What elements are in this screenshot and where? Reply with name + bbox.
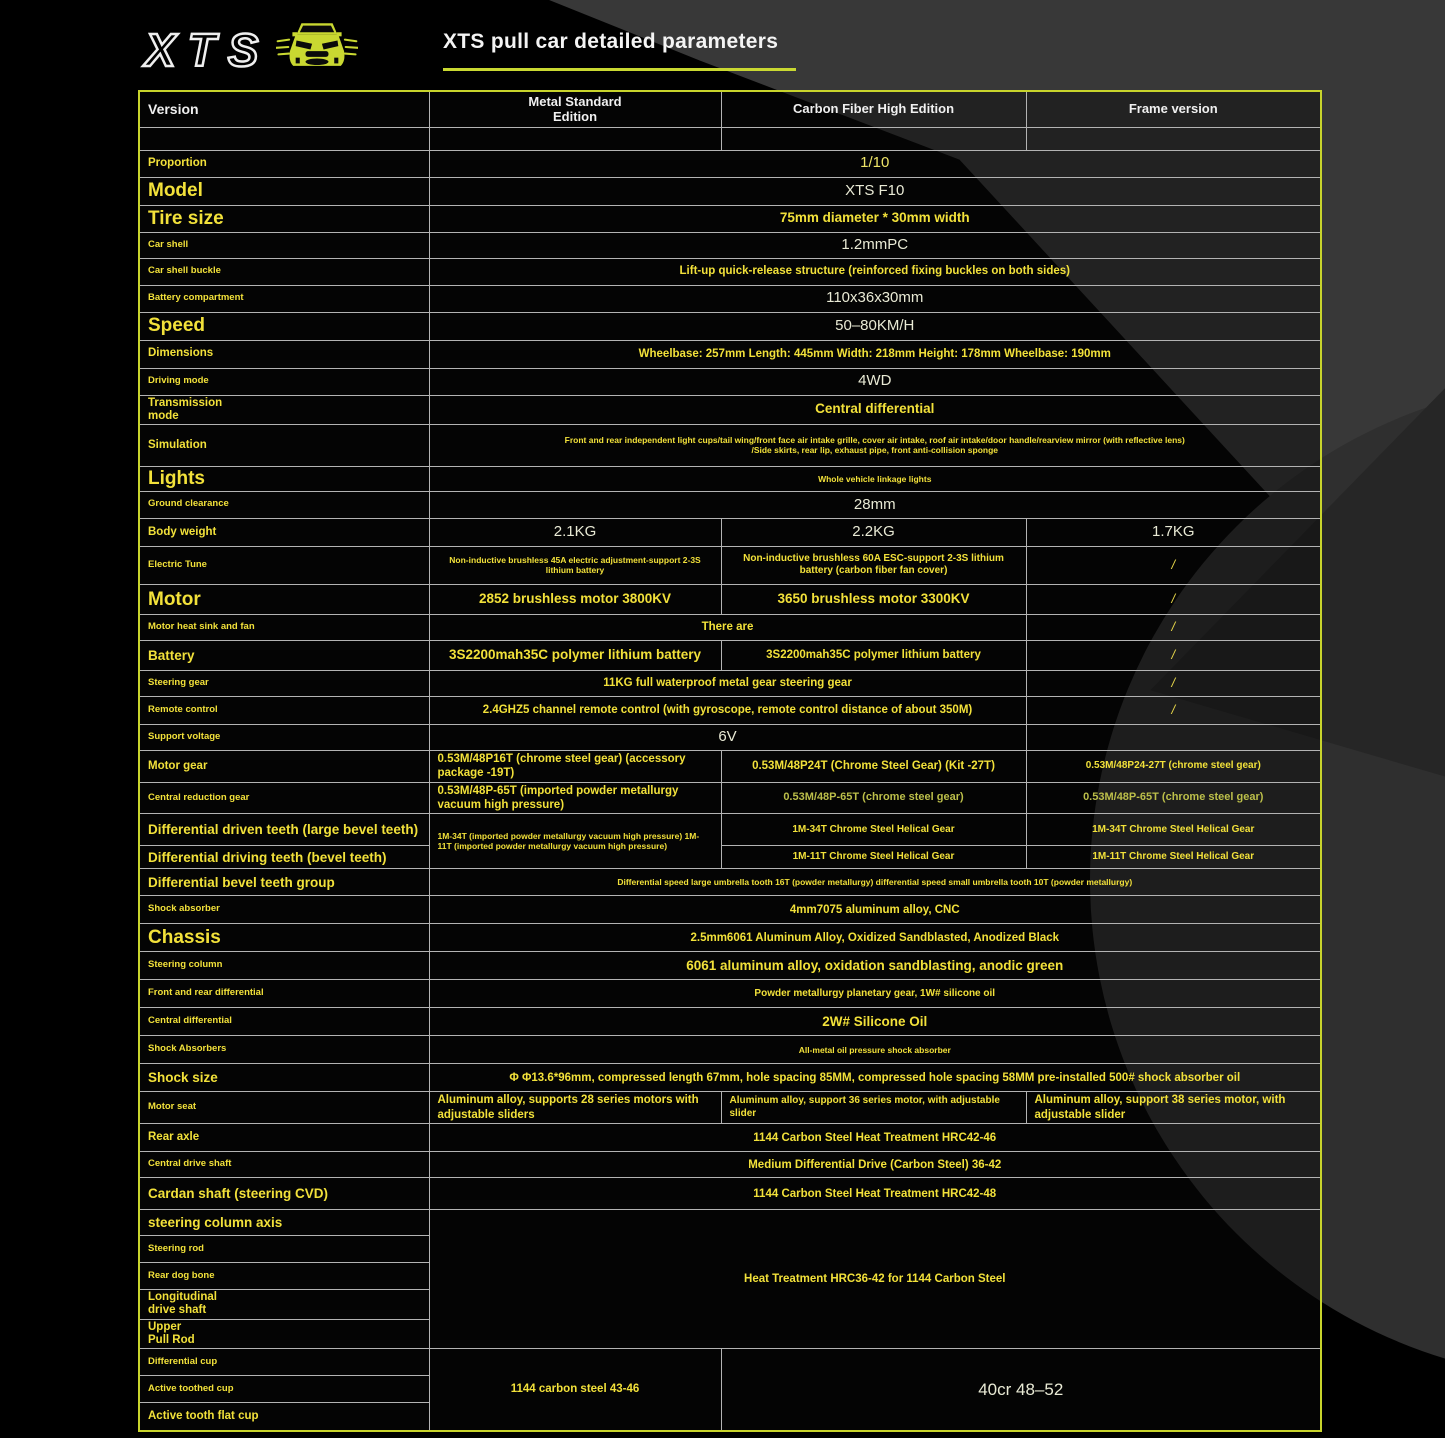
page-title: XTS pull car detailed parameters bbox=[443, 30, 779, 53]
spec-cell: 28mm bbox=[429, 491, 1321, 518]
spec-row bbox=[139, 1064, 1321, 1092]
spec-cell: Non-inductive brushless 45A electric adjustment-support 2-3S lithium battery bbox=[429, 546, 721, 584]
spec-cell: Aluminum alloy, support 38 series motor, with adjustable slider bbox=[1026, 1092, 1321, 1124]
row-label: Shock Absorbers bbox=[139, 1036, 429, 1064]
spec-cell: Heat Treatment HRC36-42 for 1144 Carbon Steel bbox=[429, 1210, 1321, 1349]
spec-row bbox=[139, 232, 1321, 258]
row-label bbox=[139, 127, 429, 150]
row-label: Central drive shaft bbox=[139, 1152, 429, 1178]
spec-cell: 1/10 bbox=[429, 150, 1321, 177]
spec-row bbox=[139, 1210, 1321, 1236]
spec-row bbox=[139, 869, 1321, 896]
spec-row bbox=[139, 395, 1321, 424]
spec-row bbox=[139, 491, 1321, 518]
spec-row bbox=[139, 980, 1321, 1008]
row-label: Front and rear differential bbox=[139, 980, 429, 1008]
row-label: Differential driven teeth (large bevel teeth) bbox=[139, 814, 429, 846]
spec-row bbox=[139, 424, 1321, 466]
row-label: steering column axis bbox=[139, 1210, 429, 1236]
spec-row bbox=[139, 1092, 1321, 1124]
spec-cell: There are bbox=[429, 614, 1026, 640]
car-icon bbox=[276, 18, 358, 81]
spec-row bbox=[139, 177, 1321, 205]
row-label: Motor bbox=[139, 584, 429, 614]
spec-row bbox=[139, 696, 1321, 724]
spec-row bbox=[139, 614, 1321, 640]
spec-cell: 1M-34T Chrome Steel Helical Gear bbox=[1026, 814, 1321, 846]
spec-cell: 2.4GHZ5 channel remote control (with gyroscope, remote control distance of about 350M) bbox=[429, 696, 1026, 724]
spec-row bbox=[139, 846, 1321, 869]
spec-row bbox=[139, 1036, 1321, 1064]
brand-logo-text: XTS bbox=[145, 23, 271, 76]
row-label: Central reduction gear bbox=[139, 782, 429, 814]
spec-cell: 2W# Silicone Oil bbox=[429, 1008, 1321, 1036]
spec-cell: Front and rear independent light cups/tail wing/front face air intake grille, cover air intake, roof air intake/door handle/rearview mirror (with reflective lens) /Side skirts, rear lip, exhaust pipe, front anti-collision sponge bbox=[429, 424, 1321, 466]
spec-cell: 2.1KG bbox=[429, 518, 721, 546]
spec-cell: Φ Φ13.6*96mm, compressed length 67mm, hole spacing 85MM, compressed hole spacing 58MM pre-installed 500# shock absorber oil bbox=[429, 1064, 1321, 1092]
spec-row bbox=[139, 814, 1321, 846]
spec-cell: 4mm7075 aluminum alloy, CNC bbox=[429, 896, 1321, 924]
spec-cell: / bbox=[1026, 546, 1321, 584]
spec-cell: 0.53M/48P-65T (imported powder metallurgy vacuum high pressure) bbox=[429, 782, 721, 814]
spec-row bbox=[139, 150, 1321, 177]
spec-cell: 1144 Carbon Steel Heat Treatment HRC42-46 bbox=[429, 1124, 1321, 1152]
row-label: Support voltage bbox=[139, 724, 429, 750]
row-label: Shock size bbox=[139, 1064, 429, 1092]
spec-cell bbox=[429, 127, 721, 150]
spec-cell: 75mm diameter * 30mm width bbox=[429, 205, 1321, 232]
spec-cell: Differential speed large umbrella tooth 16T (powder metallurgy) differential speed small umbrella tooth 10T (powder metallurgy) bbox=[429, 869, 1321, 896]
spec-cell: Powder metallurgy planetary gear, 1W# silicone oil bbox=[429, 980, 1321, 1008]
brand-logo bbox=[145, 18, 358, 81]
spec-cell: 1M-34T Chrome Steel Helical Gear bbox=[721, 814, 1026, 846]
spec-row bbox=[139, 1349, 1321, 1376]
row-label: Shock absorber bbox=[139, 896, 429, 924]
row-label: Transmission mode bbox=[139, 395, 429, 424]
row-label: Battery bbox=[139, 640, 429, 670]
spec-cell: 40cr 48–52 bbox=[721, 1349, 1321, 1431]
spec-row bbox=[139, 340, 1321, 368]
title-underline bbox=[443, 68, 796, 71]
spec-cell: Metal Standard Edition bbox=[429, 91, 721, 127]
row-label: Version bbox=[139, 91, 429, 127]
spec-cell: 6061 aluminum alloy, oxidation sandblasting, anodic green bbox=[429, 952, 1321, 980]
spec-row bbox=[139, 205, 1321, 232]
row-label: Differential driving teeth (bevel teeth) bbox=[139, 846, 429, 869]
spec-cell: Aluminum alloy, support 36 series motor, with adjustable slider bbox=[721, 1092, 1026, 1124]
row-label: Steering gear bbox=[139, 670, 429, 696]
spec-row bbox=[139, 1008, 1321, 1036]
header-title-block bbox=[443, 30, 796, 71]
row-label: Active toothed cup bbox=[139, 1376, 429, 1403]
spec-cell: 1M-11T Chrome Steel Helical Gear bbox=[1026, 846, 1321, 869]
row-label: Steering column bbox=[139, 952, 429, 980]
spec-cell: 1144 carbon steel 43-46 bbox=[429, 1349, 721, 1431]
spec-row bbox=[139, 896, 1321, 924]
spec-row bbox=[139, 1178, 1321, 1210]
spec-table bbox=[138, 90, 1322, 1432]
spec-row bbox=[139, 91, 1321, 127]
spec-row bbox=[139, 546, 1321, 584]
spec-row bbox=[139, 724, 1321, 750]
row-label: Motor gear bbox=[139, 750, 429, 782]
spec-cell: / bbox=[1026, 670, 1321, 696]
spec-cell: / bbox=[1026, 640, 1321, 670]
spec-cell: 0.53M/48P-65T (chrome steel gear) bbox=[1026, 782, 1321, 814]
spec-cell: 6V bbox=[429, 724, 1026, 750]
row-label: Proportion bbox=[139, 150, 429, 177]
spec-row bbox=[139, 312, 1321, 340]
spec-cell: 3S2200mah35C polymer lithium battery bbox=[721, 640, 1026, 670]
spec-cell: 0.53M/48P24-27T (chrome steel gear) bbox=[1026, 750, 1321, 782]
spec-cell: 11KG full waterproof metal gear steering gear bbox=[429, 670, 1026, 696]
spec-cell: / bbox=[1026, 614, 1321, 640]
row-label: Model bbox=[139, 177, 429, 205]
row-label: Motor heat sink and fan bbox=[139, 614, 429, 640]
row-label: Driving mode bbox=[139, 368, 429, 395]
spec-cell: Medium Differential Drive (Carbon Steel) 36-42 bbox=[429, 1152, 1321, 1178]
row-label: Longitudinal drive shaft bbox=[139, 1290, 429, 1319]
spec-row bbox=[139, 368, 1321, 395]
spec-row bbox=[139, 750, 1321, 782]
spec-cell: 0.53M/48P16T (chrome steel gear) (accessory package -19T) bbox=[429, 750, 721, 782]
spec-cell: 0.53M/48P24T (Chrome Steel Gear) (Kit -27T) bbox=[721, 750, 1026, 782]
row-label: Cardan shaft (steering CVD) bbox=[139, 1178, 429, 1210]
row-label: Central differential bbox=[139, 1008, 429, 1036]
spec-cell: Whole vehicle linkage lights bbox=[429, 466, 1321, 491]
spec-row bbox=[139, 127, 1321, 150]
spec-cell: XTS F10 bbox=[429, 177, 1321, 205]
spec-cell: 110x36x30mm bbox=[429, 285, 1321, 312]
spec-cell: Aluminum alloy, supports 28 series motors with adjustable sliders bbox=[429, 1092, 721, 1124]
row-label: Chassis bbox=[139, 924, 429, 952]
spec-cell: Lift-up quick-release structure (reinforced fixing buckles on both sides) bbox=[429, 258, 1321, 285]
row-label: Active tooth flat cup bbox=[139, 1403, 429, 1431]
spec-cell: 50–80KM/H bbox=[429, 312, 1321, 340]
row-label: Rear axle bbox=[139, 1124, 429, 1152]
row-label: Ground clearance bbox=[139, 491, 429, 518]
spec-cell: 1144 Carbon Steel Heat Treatment HRC42-48 bbox=[429, 1178, 1321, 1210]
spec-row bbox=[139, 640, 1321, 670]
row-label: Remote control bbox=[139, 696, 429, 724]
spec-cell: All-metal oil pressure shock absorber bbox=[429, 1036, 1321, 1064]
spec-row bbox=[139, 466, 1321, 491]
row-label: Battery compartment bbox=[139, 285, 429, 312]
spec-row bbox=[139, 924, 1321, 952]
spec-row bbox=[139, 258, 1321, 285]
spec-row bbox=[139, 285, 1321, 312]
spec-cell: Frame version bbox=[1026, 91, 1321, 127]
spec-cell bbox=[1026, 127, 1321, 150]
spec-row bbox=[139, 518, 1321, 546]
spec-cell: 4WD bbox=[429, 368, 1321, 395]
row-label: Speed bbox=[139, 312, 429, 340]
spec-row bbox=[139, 1152, 1321, 1178]
spec-cell: 1.7KG bbox=[1026, 518, 1321, 546]
row-label: Dimensions bbox=[139, 340, 429, 368]
spec-cell: / bbox=[1026, 696, 1321, 724]
row-label: Motor seat bbox=[139, 1092, 429, 1124]
spec-cell bbox=[1026, 724, 1321, 750]
spec-cell: Carbon Fiber High Edition bbox=[721, 91, 1026, 127]
row-label: Simulation bbox=[139, 424, 429, 466]
row-label: Steering rod bbox=[139, 1236, 429, 1263]
spec-cell: 2.2KG bbox=[721, 518, 1026, 546]
row-label: Car shell buckle bbox=[139, 258, 429, 285]
spec-cell: Central differential bbox=[429, 395, 1321, 424]
row-label: Body weight bbox=[139, 518, 429, 546]
spec-row bbox=[139, 670, 1321, 696]
spec-row bbox=[139, 952, 1321, 980]
spec-cell bbox=[721, 127, 1026, 150]
spec-cell: 2852 brushless motor 3800KV bbox=[429, 584, 721, 614]
row-label: Tire size bbox=[139, 205, 429, 232]
row-label: Upper Pull Rod bbox=[139, 1319, 429, 1348]
spec-cell: 2.5mm6061 Aluminum Alloy, Oxidized Sandblasted, Anodized Black bbox=[429, 924, 1321, 952]
row-label: Rear dog bone bbox=[139, 1263, 429, 1290]
spec-sheet bbox=[138, 90, 1322, 1432]
spec-row bbox=[139, 584, 1321, 614]
row-label: Differential bevel teeth group bbox=[139, 869, 429, 896]
row-label: Lights bbox=[139, 466, 429, 491]
row-label: Differential cup bbox=[139, 1349, 429, 1376]
spec-cell: Non-inductive brushless 60A ESC-support 2-3S lithium battery (carbon fiber fan cover) bbox=[721, 546, 1026, 584]
spec-cell: Wheelbase: 257mm Length: 445mm Width: 218mm Height: 178mm Wheelbase: 190mm bbox=[429, 340, 1321, 368]
spec-cell: 3650 brushless motor 3300KV bbox=[721, 584, 1026, 614]
spec-cell: 1M-11T Chrome Steel Helical Gear bbox=[721, 846, 1026, 869]
spec-cell: 1M-34T (imported powder metallurgy vacuum high pressure) 1M-11T (imported powder metallurgy vacuum high pressure) bbox=[429, 814, 721, 869]
row-label: Electric Tune bbox=[139, 546, 429, 584]
spec-cell: 1.2mmPC bbox=[429, 232, 1321, 258]
spec-cell: 3S2200mah35C polymer lithium battery bbox=[429, 640, 721, 670]
spec-cell: / bbox=[1026, 584, 1321, 614]
spec-row bbox=[139, 782, 1321, 814]
spec-row bbox=[139, 1124, 1321, 1152]
row-label: Car shell bbox=[139, 232, 429, 258]
spec-cell: 0.53M/48P-65T (chrome steel gear) bbox=[721, 782, 1026, 814]
